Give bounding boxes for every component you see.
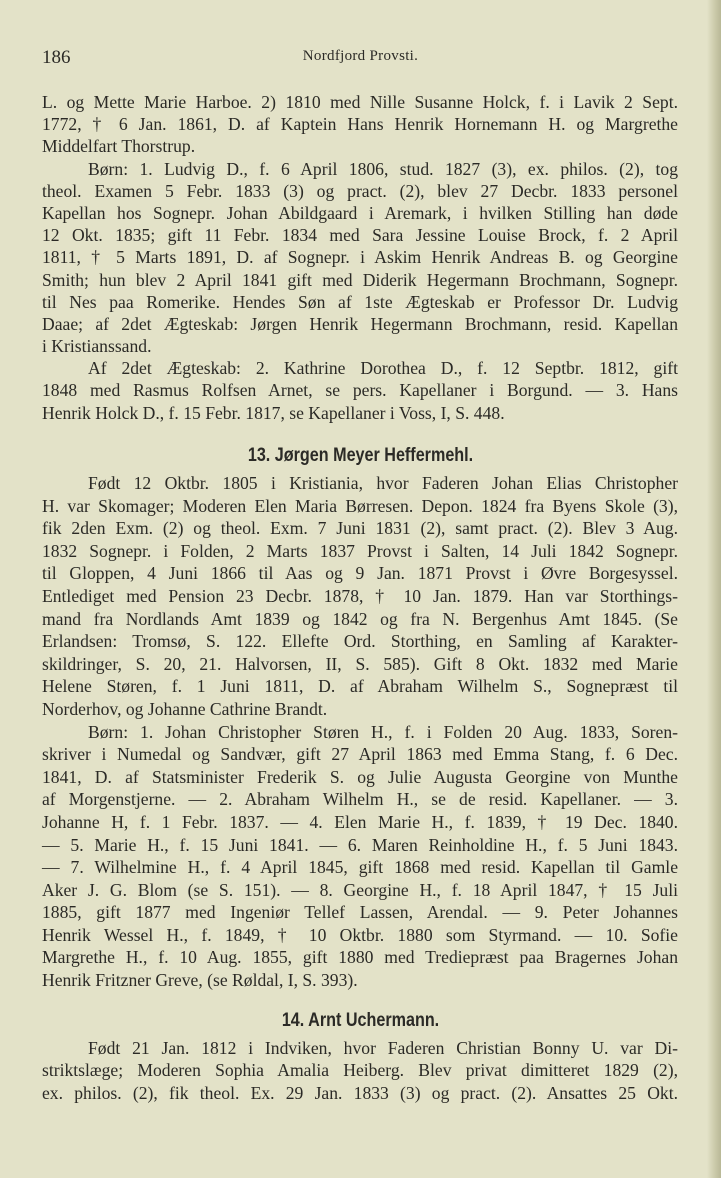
text-line: mand fra Nordlands Amt 1839 og 1842 og fra N. Bergenhus Amt 1845. (Se [42,608,678,629]
text-line: ex. philos. (2), fik theol. Ex. 29 Jan. 1833 (3) og pract. (2). Ansattes 25 Okt. [42,1082,678,1103]
text-line: Norderhov, og Johanne Cathrine Brandt. [42,698,328,719]
text-line: Født 12 Oktbr. 1805 i Kristiania, hvor Faderen Johan Elias Christopher [88,473,678,493]
text-line: striktslæge; Moderen Sophia Amalia Heiberg. Blev privat dimitteret 1829 (2), [42,1060,678,1081]
text-line: H. var Skomager; Moderen Elen Maria Børresen. Depon. 1824 fra Byens Skole (3), [42,495,678,516]
text-line: Margrethe H., f. 10 Aug. 1855, gift 1880 med Trediepræst paa Bragernes Johan [42,947,678,968]
text-line: Erlandsen: Tromsø, S. 122. Ellefte Ord. Storthing, en Samling af Karakter- [42,631,678,652]
paragraph [42,91,678,158]
section-heading-14: 14. Arnt Uchermann. [281,1010,440,1031]
text-line: til Gloppen, 4 Juni 1866 til Aas og 9 Jan. 1871 Provst i Øvre Borgesyssel. [42,563,678,584]
text-line: skildringer, S. 20, 21. Halvorsen, II, S. 585). Gift 8 Okt. 1832 med Marie [42,653,678,674]
text-line: Henrik Wessel H., f. 1849, † 10 Oktbr. 1880 som Styrmand. — 10. Sofie [42,924,678,945]
text-line: Kapellan hos Sognepr. Johan Abildgaard i Aremark, i hvilken Stilling han døde [42,202,678,223]
entry-14-body [42,1037,678,1104]
paragraph [42,158,678,358]
text-line: af Morgenstjerne. — 2. Abraham Wilhelm H., se de resid. Kapellaner. — 3. [42,789,678,810]
page-edge-shadow [707,0,721,1178]
text-line: Henrik Holck D., f. 15 Febr. 1817, se Kapellaner i Voss, I, S. 448. [42,402,505,423]
section-heading-13: 13. Jørgen Meyer Heffermehl. [247,445,474,466]
text-line: Daae; af 2det Ægteskab: Jørgen Henrik Hegermann Brochmann, resid. Kapellan [42,313,678,334]
text-line: skriver i Numedal og Sandvær, gift 27 April 1863 med Emma Stang, f. 6 Dec. [42,744,678,765]
entry-13-body [42,472,678,992]
text-line: Børn: 1. Johan Christopher Støren H., f. i Folden 20 Aug. 1833, Soren- [88,721,678,742]
text-line: Entlediget med Pension 23 Decbr. 1878, † 10 Jan. 1879. Han var Storthings- [42,585,678,606]
running-title: Nordfjord Provsti. [302,48,419,64]
page-number: 186 [42,47,71,68]
text-line: Middelfart Thorstrup. [42,136,196,157]
text-line: fik 2den Exm. (2) og theol. Exm. 7 Juni 1831 (2), samt pract. (2). Blev 3 Aug. [42,518,678,539]
text-line: 1772, † 6 Jan. 1861, D. af Kaptein Hans Henrik Hornemann H. og Margrethe [42,114,678,135]
paragraph [42,1037,678,1104]
paragraph [42,357,678,424]
text-line: Johanne H, f. 1 Febr. 1837. — 4. Elen Marie H., f. 1839, † 19 Dec. 1840. [42,811,678,832]
paragraph [42,721,678,992]
entry-12-continued [42,91,678,424]
text-line: 12 Okt. 1835; gift 11 Febr. 1834 med Sara Jessine Louise Brock, f. 2 April [42,225,678,246]
text-line: — 7. Wilhelmine H., f. 4 April 1845, gift 1868 med resid. Kapellan til Gamle [42,857,678,878]
text-line: Af 2det Ægteskab: 2. Kathrine Dorothea D., f. 12 Septbr. 1812, gift [88,358,678,379]
paragraph [42,472,678,721]
text-line: Børn: 1. Ludvig D., f. 6 April 1806, stud. 1827 (3), ex. philos. (2), tog [88,158,678,179]
text-line: i Kristianssand. [42,336,152,357]
text-line: 1848 med Rasmus Rolfsen Arnet, se pers. Kapellaner i Borgund. — 3. Hans [42,380,678,401]
text-line: Født 21 Jan. 1812 i Indviken, hvor Faderen Christian Bonny U. var Di- [88,1038,678,1058]
text-line: Aker J. G. Blom (se S. 151). — 8. Georgine H., f. 18 April 1847, † 15 Juli [42,879,678,900]
text-line: Helene Støren, f. 1 Juni 1811, D. af Abraham Wilhelm S., Sognepræst til [42,676,678,697]
text-line: til Nes paa Romerike. Hendes Søn af 1ste Ægteskab er Professor Dr. Ludvig [42,291,678,312]
text-line: Henrik Fritzner Greve, (se Røldal, I, S. 393). [42,970,358,991]
text-line: 1811, † 5 Marts 1891, D. af Sognepr. i Askim Henrik Andreas B. og Georgine [42,247,678,268]
text-line: L. og Mette Marie Harboe. 2) 1810 med Nille Susanne Holck, f. i Lavik 2 Sept. [42,92,678,112]
text-line: Smith; hun blev 2 April 1841 gift med Diderik Hegermann Brochmann, Sognepr. [42,269,678,290]
text-line: theol. Examen 5 Febr. 1833 (3) og pract. (2), blev 27 Decbr. 1833 personel [42,180,678,201]
text-line: 1841, D. af Statsminister Frederik S. og Julie Augusta Georgine von Munthe [42,766,678,787]
text-line: 1885, gift 1877 med Ingeniør Tellef Lassen, Arendal. — 9. Peter Johannes [42,902,678,923]
text-line: — 5. Marie H., f. 15 Juni 1841. — 6. Maren Reinholdine H., f. 5 Juni 1843. [42,834,678,855]
text-line: 1832 Sognepr. i Folden, 2 Marts 1837 Provst i Salten, 14 Juli 1842 Sognepr. [42,540,678,561]
